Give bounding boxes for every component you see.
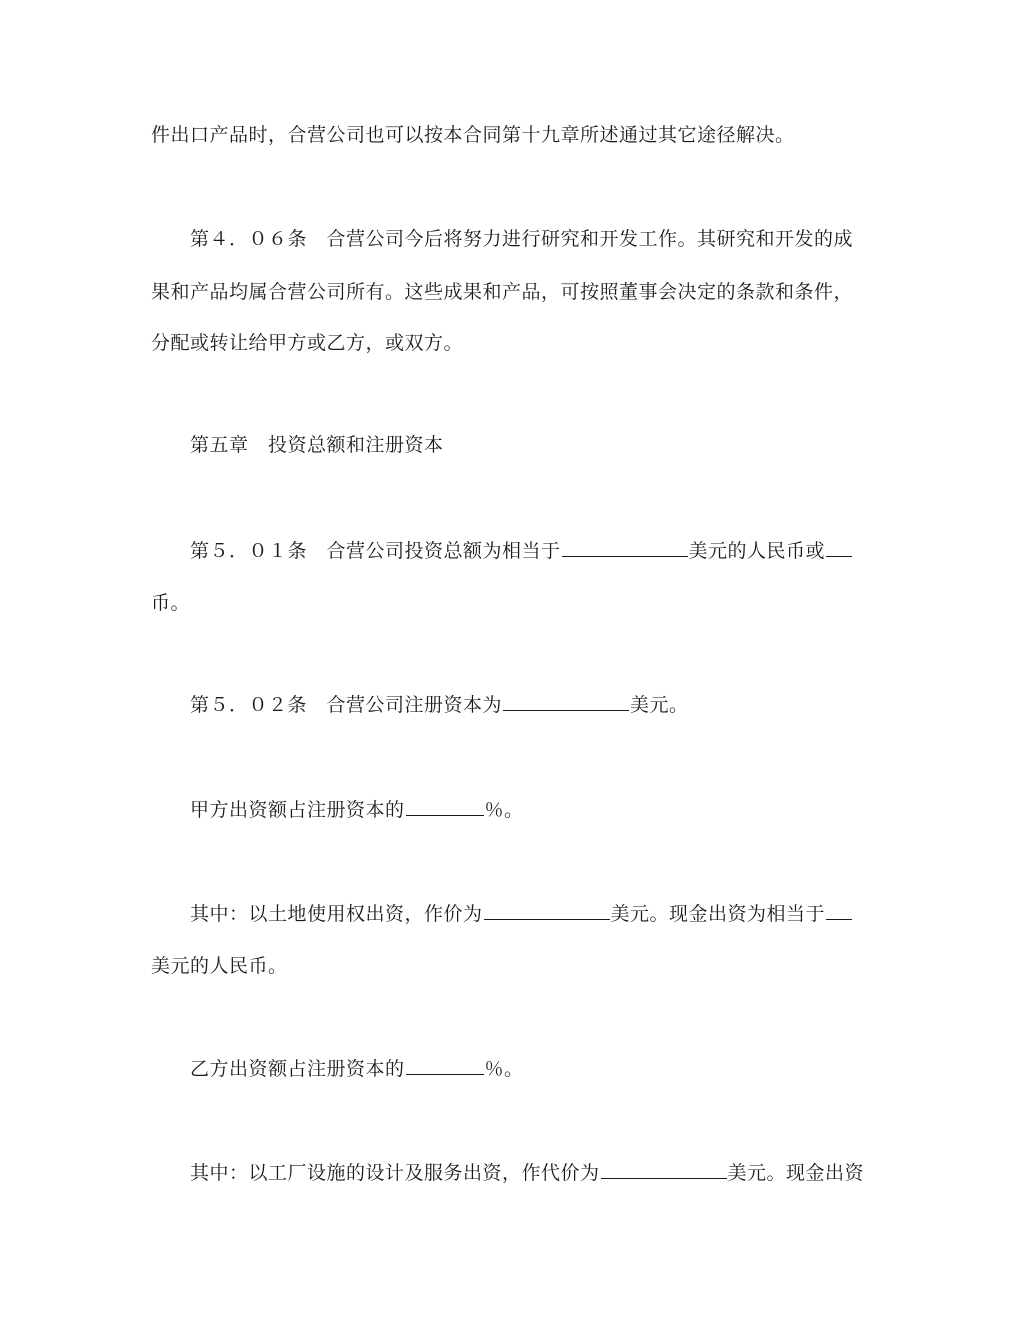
- text-line: 美元的人民币。: [151, 955, 288, 977]
- text-segment: 美元。: [630, 694, 689, 716]
- article-5-02: [190, 692, 689, 717]
- blank-field: [562, 538, 688, 557]
- chapter-5-heading: [190, 433, 444, 457]
- text-segment: 第５．０２条 合营公司注册资本为: [190, 694, 503, 716]
- article-4-06-line-1: [190, 227, 853, 251]
- party-a-share: [190, 797, 524, 822]
- paragraph-continuation: [151, 123, 795, 147]
- text-segment: ％。: [484, 799, 524, 821]
- article-4-06-line-2: [151, 280, 853, 304]
- text-segment: 第５．０１条 合营公司投资总额为相当于: [190, 540, 561, 562]
- text-segment: 甲方出资额占注册资本的: [190, 799, 405, 821]
- article-5-01-line-1: [190, 538, 853, 563]
- text-segment: 其中：以工厂设施的设计及服务出资，作代价为: [190, 1162, 600, 1184]
- text-segment: 美元的人民币或: [688, 540, 826, 562]
- blank-field: [601, 1160, 727, 1179]
- blank-field: [826, 538, 852, 557]
- text-segment: 美元。现金出资: [727, 1162, 865, 1184]
- text-segment: 其中：以土地使用权出资，作价为: [190, 903, 483, 925]
- blank-field: [503, 692, 629, 711]
- text-segment: 乙方出资额占注册资本的: [190, 1058, 405, 1080]
- text-line: 币。: [151, 592, 191, 614]
- text-line: 件出口产品时，合营公司也可以按本合同第十九章所述通过其它途径解决。: [151, 124, 795, 146]
- party-a-detail-line-1: [190, 901, 853, 926]
- blank-field: [484, 901, 610, 920]
- article-4-06-line-3: [151, 331, 463, 355]
- text-segment: ％。: [484, 1058, 524, 1080]
- heading-text: 第五章 投资总额和注册资本: [190, 434, 444, 456]
- party-a-detail-line-2: [151, 954, 288, 978]
- text-line: 第４．０６条 合营公司今后将努力进行研究和开发工作。其研究和开发的成: [190, 228, 854, 250]
- article-5-01-line-2: [151, 591, 190, 615]
- text-segment: 美元。现金出资为相当于: [610, 903, 826, 925]
- party-b-detail-line-1: [190, 1160, 864, 1185]
- blank-field: [826, 901, 852, 920]
- text-line: 果和产品均属合营公司所有。这些成果和产品，可按照董事会决定的条款和条件，: [151, 281, 854, 303]
- blank-field: [406, 797, 484, 816]
- party-b-share: [190, 1056, 524, 1081]
- text-line: 分配或转让给甲方或乙方，或双方。: [151, 332, 464, 354]
- blank-field: [406, 1056, 484, 1075]
